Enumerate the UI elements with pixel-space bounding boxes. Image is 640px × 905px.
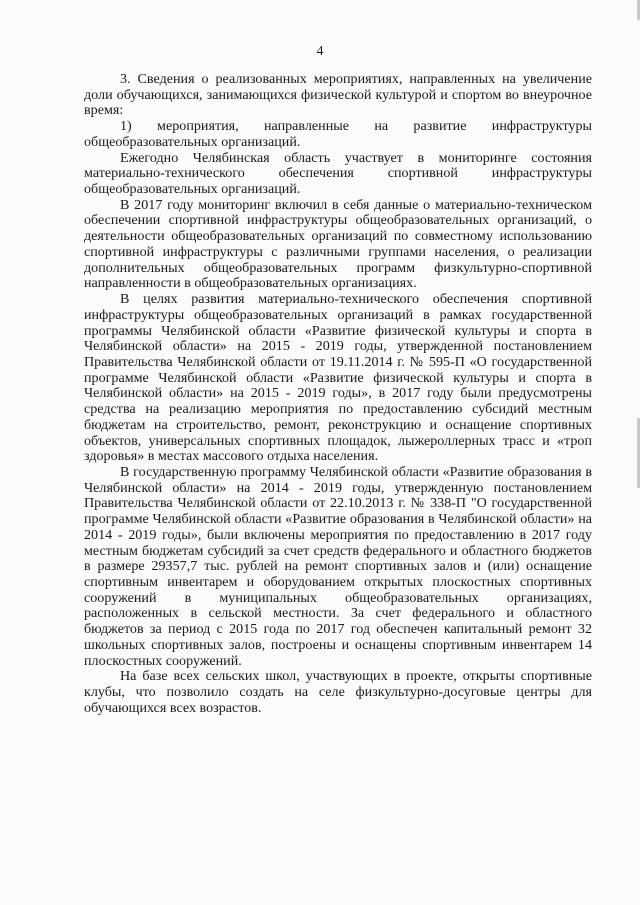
paragraph-monitoring-2017: В 2017 году мониторинг включил в себя данные о материально-техническом обеспечении спортивной инфраструктуры общеобразовательных организаций, о деятельности общеобразовательных организаций по совместному использованию спортивной инфраструктуры с различными группами населения, о реализации дополнительных общеобразовательных программ физкультурно-спортивной направленности в общеобразовательных организациях. [84,196,592,292]
paragraph-education-program: В государственную программу Челябинской области «Развитие образования в Челябинской области» на 2014 - 2019 годы, утвержденную постановлением Правительства Челябинской области от 22.10.2013 г. № 338-П "О государственной программе Челябинской области «Развитие образования в Челябинской области» на 2014 - 2019 годы», были включены мероприятия по предоставлению в 2017 году местным бюджетам субсидий за счет средств федерального и областного бюджетов в размере 29357,7 тыс. рублей на ремонт спортивных залов и (или) оснащение спортивным инвентарем и оборудованием открытых плоскостных спортивных сооружений в муниципальных общеобразовательных организациях, расположенных в сельской местности. За счет федерального и областного бюджетов за период с 2015 года по 2017 год обеспечен капитальный ремонт 32 школьных спортивных залов, построены и оснащены спортивным инвентарем 14 плоскостных сооружений. [84,463,592,669]
paragraph-sport-program: В целях развития материально-технического обеспечения спортивной инфраструктуры общеобразовательных организаций в рамках государственной программы Челябинской области «Развитие физической культуры и спорта в Челябинской области» на 2015 - 2019 годы, утвержденной постановлением Правительства Челябинской области от 19.11.2014 г. № 595-П «О государственной программе Челябинской области «Развитие физической культуры и спорта в Челябинской области» на 2015 - 2019 годы», в 2017 году были предусмотрены средства на реализацию мероприятия по предоставлению субсидий местным бюджетам на строительство, ремонт, реконструкцию и оснащение спортивных объектов, универсальных спортивных площадок, лыжероллерных трасс и «троп здоровья» в местах массового отдыха населения. [84,291,592,465]
document-body [84,72,592,716]
paragraph-item-1: 1) мероприятия, направленные на развитие инфраструктуры общеобразовательных организаций. [84,118,592,150]
paragraph-section-3-heading: 3. Сведения о реализованных мероприятиях, направленных на увеличение доли обучающихся, занимающихся физической культурой и спортом во внеурочное время: [84,71,592,119]
paragraph-sport-clubs: На базе всех сельских школ, участвующих в проекте, открыты спортивные клубы, что позволило создать на селе физкультурно-досуговые центры для обучающихся всех возрастов. [84,668,592,716]
paragraph-monitoring: Ежегодно Челябинская область участвует в мониторинге состояния материально-технического обеспечения спортивной инфраструктуры общеобразовательных организаций. [84,149,592,198]
page-number: 4 [316,44,324,59]
